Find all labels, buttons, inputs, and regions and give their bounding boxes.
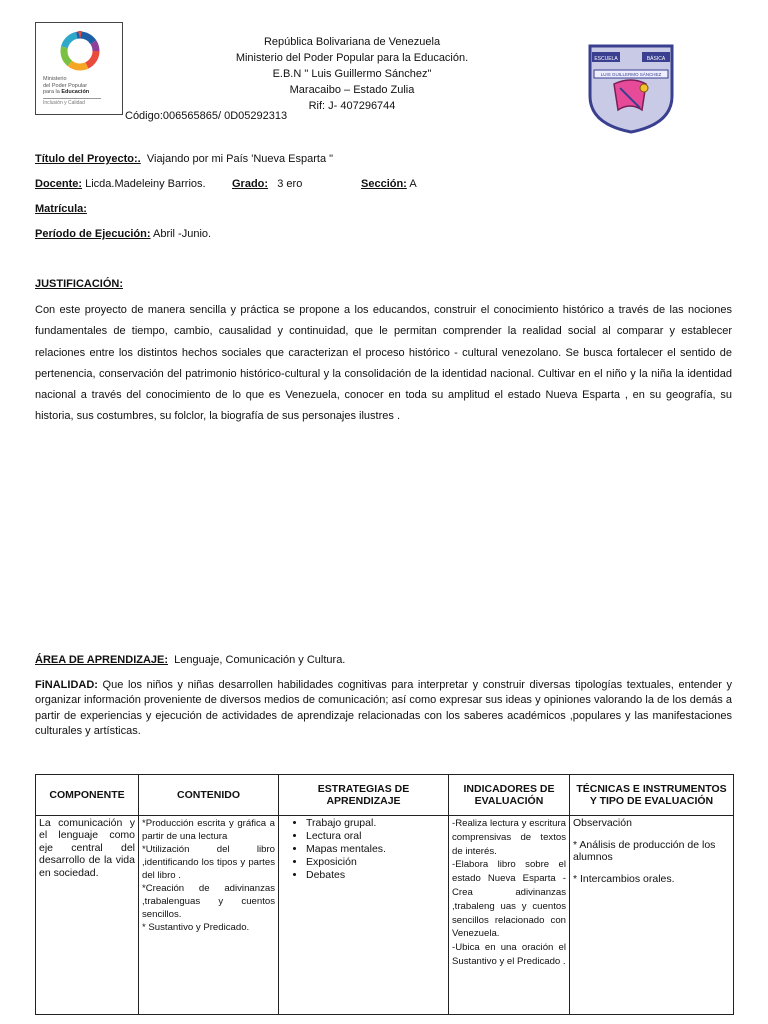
strategy-item: • Lectura oral xyxy=(306,830,445,843)
ministry-ring-icon xyxy=(58,29,102,73)
indicator-item: -Realiza lectura y escritura comprensivas de textos de interés. xyxy=(452,818,566,857)
header-line: Ministerio del Poder Popular para la Educación. xyxy=(235,52,469,64)
school-emblem-icon xyxy=(584,40,678,134)
column-header: TÉCNICAS E INSTRUMENTOS Y TIPO DE EVALUACIÓN xyxy=(570,775,734,816)
technique-item: Observación xyxy=(573,817,632,829)
enrollment-row xyxy=(35,203,87,215)
strategies-list xyxy=(282,817,445,882)
learning-area-row xyxy=(35,654,345,666)
section-label: Sección: xyxy=(361,178,407,190)
purpose-text: Que los niños y niñas desarrollen habilidades cognitivas para interpretar y construir diversas tipologías textuales, entender y organizar información proveniente de diversos medios de comunicación; así como expresar sus ideas y opiniones valorando la de los demás a partir de experiencias y ejecución de actividades de aprendizaje relacionadas con los saberes académicos ,populares y las manifestaciones culturales y artísticas. xyxy=(35,679,732,737)
technique-item: * Intercambios orales. xyxy=(573,873,675,885)
column-header: INDICADORES DE EVALUACIÓN xyxy=(449,775,570,816)
project-title-row xyxy=(35,153,333,165)
content-item: *Utilización del libro ,identificando los tipos y partes del libro . xyxy=(142,844,275,881)
technique-item: * Análisis de producción de los alumnos xyxy=(573,839,716,863)
purpose-paragraph xyxy=(35,678,732,739)
strategies-cell xyxy=(279,816,449,1015)
section-value: A xyxy=(409,178,417,190)
content-item: *Producción escrita y gráfica a partir de una lectura xyxy=(142,818,275,842)
indicator-item: -Elabora libro sobre el estado Nueva Esparta -Crea adivinanzas ,trabaleng uas y cuentos sencillos relacionado con Venezuela. xyxy=(452,859,566,940)
svg-text:BÁSICA: BÁSICA xyxy=(646,56,666,62)
content-item: *Creación de adivinanzas ,trabalenguas y cuentos sencillos. xyxy=(142,883,275,920)
project-title-label: Título del Proyecto:. xyxy=(35,153,141,165)
grade-value: 3 ero xyxy=(277,178,303,190)
grade-row xyxy=(232,178,302,190)
period-value: Abril -Junio. xyxy=(152,228,212,240)
evaluation-table xyxy=(35,774,734,1015)
component-cell: La comunicación y el lenguaje como eje central del desarrollo de la vida en sociedad. xyxy=(36,816,139,1015)
table-row xyxy=(36,816,734,1015)
indicator-item: -Ubica en una oración el Sustantivo y el Predicado . xyxy=(452,942,566,967)
strategy-item: • Exposición xyxy=(306,856,445,869)
content-item: * Sustantivo y Predicado. xyxy=(142,922,250,933)
justification-title: JUSTIFICACIÓN: xyxy=(35,278,123,290)
header-line: E.B.N " Luis Guillermo Sánchez" xyxy=(272,68,432,80)
header-line: Maracaibo – Estado Zulia xyxy=(289,84,415,96)
grade-label: Grado: xyxy=(232,178,269,190)
header-line: Rif: J- 407296744 xyxy=(308,100,396,112)
indicators-cell xyxy=(449,816,570,1015)
enrollment-label: Matrícula: xyxy=(35,203,87,215)
learning-area-label: ÁREA DE APRENDIZAJE: xyxy=(35,654,169,666)
teacher-row xyxy=(35,178,206,190)
techniques-cell xyxy=(570,816,734,1015)
header-line: República Bolivariana de Venezuela xyxy=(263,36,441,48)
project-title-value: Viajando por mi País 'Nueva Esparta " xyxy=(146,153,334,165)
table-header-row xyxy=(36,775,734,816)
strategy-item: • Debates xyxy=(306,869,445,882)
document-header xyxy=(200,34,504,114)
content-cell xyxy=(139,816,279,1015)
svg-text:ESCUELA: ESCUELA xyxy=(594,56,618,62)
strategy-item: • Trabajo grupal. xyxy=(306,817,445,830)
column-header: CONTENIDO xyxy=(139,775,279,816)
teacher-value: Licda.Madeleiny Barrios. xyxy=(85,178,206,190)
column-header: COMPONENTE xyxy=(36,775,139,816)
period-label: Período de Ejecución: xyxy=(35,228,151,240)
learning-area-value: Lenguaje, Comunicación y Cultura. xyxy=(174,654,346,666)
section-row xyxy=(361,178,417,190)
justification-text: Con este proyecto de manera sencilla y práctica se propone a los educandos, construir el conocimiento histórico a través de las nociones fundamentales de tiempo, cambio, causalidad y continuidad, que le permitan comprender la realidad social al comparar y establecer relaciones entre los distintos hechos sociales que caracterizan el proceso histórico - cultural venezolano. Se busca fortalecer el sentido de pertenencia, conservación del patrimonio histórico-cultural y la consolidación de la identidad nacional. Cultivar en el niño y la niña la identidad nacional a través del conocimiento de lo que es Venezuela, conocer en toda su amplitud el estado Nueva Esparta , en su geografía, su historia, sus costumbres, su folclor, la biografía de sus personajes ilustres . xyxy=(35,304,732,423)
column-header: ESTRATEGIAS DE APRENDIZAJE xyxy=(279,775,449,816)
ministry-tagline: Inclusión y Calidad xyxy=(43,98,101,107)
teacher-label: Docente: xyxy=(35,178,83,190)
ministry-logo-text: Ministerio del Poder Popular para la Educación Inclusión y Calidad xyxy=(43,76,121,106)
strategy-item: • Mapas mentales. xyxy=(306,843,445,856)
svg-text:LUIS GUILLERMO SÁNCHEZ: LUIS GUILLERMO SÁNCHEZ xyxy=(600,72,662,77)
period-row xyxy=(35,228,211,240)
purpose-label: FiNALIDAD: xyxy=(35,679,98,691)
school-code: Código:006565865/ 0D05292313 xyxy=(125,110,288,122)
ministry-logo xyxy=(35,22,123,115)
